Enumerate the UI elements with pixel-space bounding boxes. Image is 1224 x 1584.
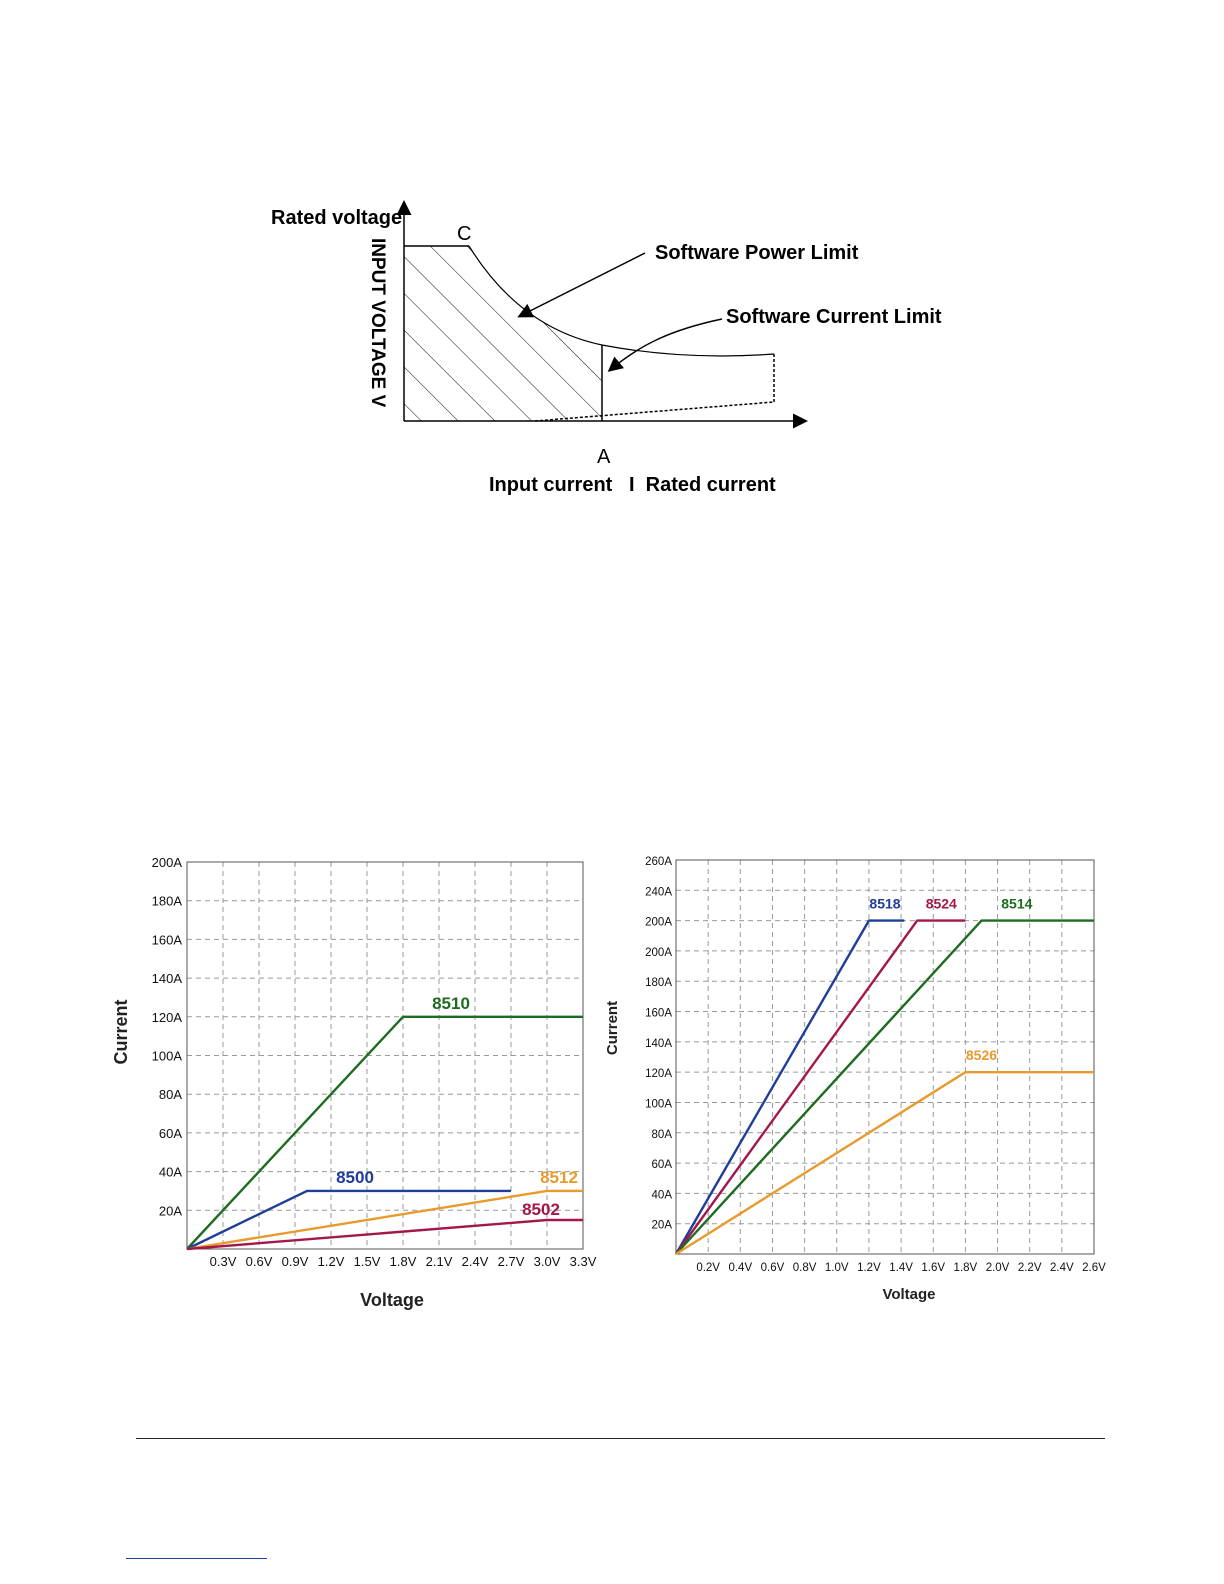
x-tick-label: 0.6V	[245, 1254, 273, 1269]
y-axis-label: Current	[111, 999, 131, 1065]
x-tick-label: 1.0V	[824, 1262, 849, 1274]
x-axis-label: Voltage	[882, 1286, 936, 1303]
x-tick-label: 2.1V	[425, 1254, 453, 1269]
y-tick-label: 260A	[645, 856, 672, 868]
y-tick-label: 160A	[645, 1007, 672, 1020]
y-tick-label: 60A	[158, 1125, 182, 1141]
x-tick-label: 2.0V	[985, 1262, 1010, 1274]
x-tick-label: 1.2V	[317, 1254, 345, 1269]
x-tick-label: 1.8V	[953, 1262, 978, 1274]
x-axis-label: Input current I Rated current	[489, 474, 776, 496]
x-tick-label: 2.6V	[1082, 1262, 1106, 1274]
x-tick-label: 3.3V	[569, 1254, 597, 1269]
y-tick-label: 140A	[645, 1037, 672, 1050]
power-limit-label: Software Power Limit	[655, 242, 859, 264]
y-tick-label: 100A	[645, 1098, 672, 1111]
y-tick-label: 40A	[651, 1189, 672, 1202]
y-tick-label: 80A	[651, 1128, 672, 1141]
x-tick-label: 1.5V	[353, 1254, 381, 1269]
current-limit-label: Software Current Limit	[726, 306, 942, 328]
x-tick-label: 0.3V	[209, 1254, 237, 1269]
series-line-8514	[676, 921, 1094, 1254]
y-tick-label: 80A	[158, 1087, 182, 1103]
y-axis-label: Current	[604, 1000, 621, 1056]
y-tick-label: 120A	[151, 1009, 182, 1025]
y-tick-label: 180A	[151, 893, 182, 909]
rated-voltage-label: Rated voltage	[271, 207, 403, 229]
y-tick-label: 240A	[645, 886, 672, 899]
x-tick-label: 2.7V	[497, 1254, 525, 1269]
footer-link-underline	[126, 1558, 267, 1559]
current-voltage-chart-1	[100, 840, 620, 1330]
series-label-8524: 8524	[925, 895, 957, 912]
y-tick-label: 200A	[645, 946, 672, 959]
current-limit-arrow	[610, 319, 722, 370]
y-tick-label: 20A	[651, 1219, 672, 1232]
x-tick-label: 2.2V	[1017, 1262, 1042, 1274]
x-tick-label: 0.9V	[281, 1254, 309, 1269]
operating-region-diagram	[0, 0, 1224, 520]
x-tick-label: 2.4V	[461, 1254, 489, 1269]
series-label-8512: 8512	[540, 1168, 578, 1188]
series-label-8500: 8500	[336, 1168, 374, 1188]
hatched-operating-area	[404, 246, 602, 421]
y-tick-label: 60A	[651, 1159, 672, 1172]
y-tick-label: 20A	[158, 1203, 182, 1219]
x-tick-label: 2.4V	[1050, 1262, 1074, 1274]
y-tick-label: 160A	[151, 932, 182, 948]
current-voltage-chart-2	[595, 840, 1115, 1330]
x-tick-label: 1.6V	[921, 1262, 946, 1274]
series-line-8518	[676, 921, 904, 1254]
series-label-8514: 8514	[1001, 895, 1033, 912]
point-c-label: C	[457, 223, 472, 245]
series-label-8510: 8510	[432, 994, 470, 1014]
y-tick-label: 140A	[151, 971, 182, 987]
y-axis-label: INPUT VOLTAGE V	[367, 238, 388, 408]
y-tick-label: 120A	[645, 1068, 672, 1081]
x-axis-label: Voltage	[360, 1290, 424, 1310]
footer-divider	[136, 1438, 1105, 1439]
x-tick-label: 0.4V	[728, 1262, 753, 1274]
x-tick-label: 0.8V	[792, 1262, 817, 1274]
x-tick-label: 1.2V	[857, 1262, 881, 1274]
x-tick-label: 3.0V	[533, 1254, 561, 1269]
y-tick-label: 200A	[645, 916, 672, 929]
x-tick-label: 0.2V	[696, 1262, 720, 1274]
y-tick-label: 200A	[151, 855, 182, 870]
series-label-8526: 8526	[965, 1047, 998, 1064]
x-tick-label: 1.8V	[389, 1254, 417, 1269]
x-tick-label: 0.6V	[760, 1262, 785, 1274]
y-tick-label: 180A	[645, 977, 672, 990]
point-a-label: A	[597, 446, 611, 468]
series-label-8502: 8502	[522, 1200, 560, 1220]
series-line-8502	[187, 1220, 583, 1249]
y-tick-label: 100A	[151, 1048, 182, 1064]
x-tick-label: 1.4V	[889, 1262, 913, 1274]
series-label-8518: 8518	[869, 895, 901, 912]
power-limit-arrow	[520, 253, 645, 316]
y-tick-label: 40A	[158, 1164, 182, 1180]
plot-frame	[676, 860, 1094, 1254]
series-line-8524	[676, 921, 965, 1254]
